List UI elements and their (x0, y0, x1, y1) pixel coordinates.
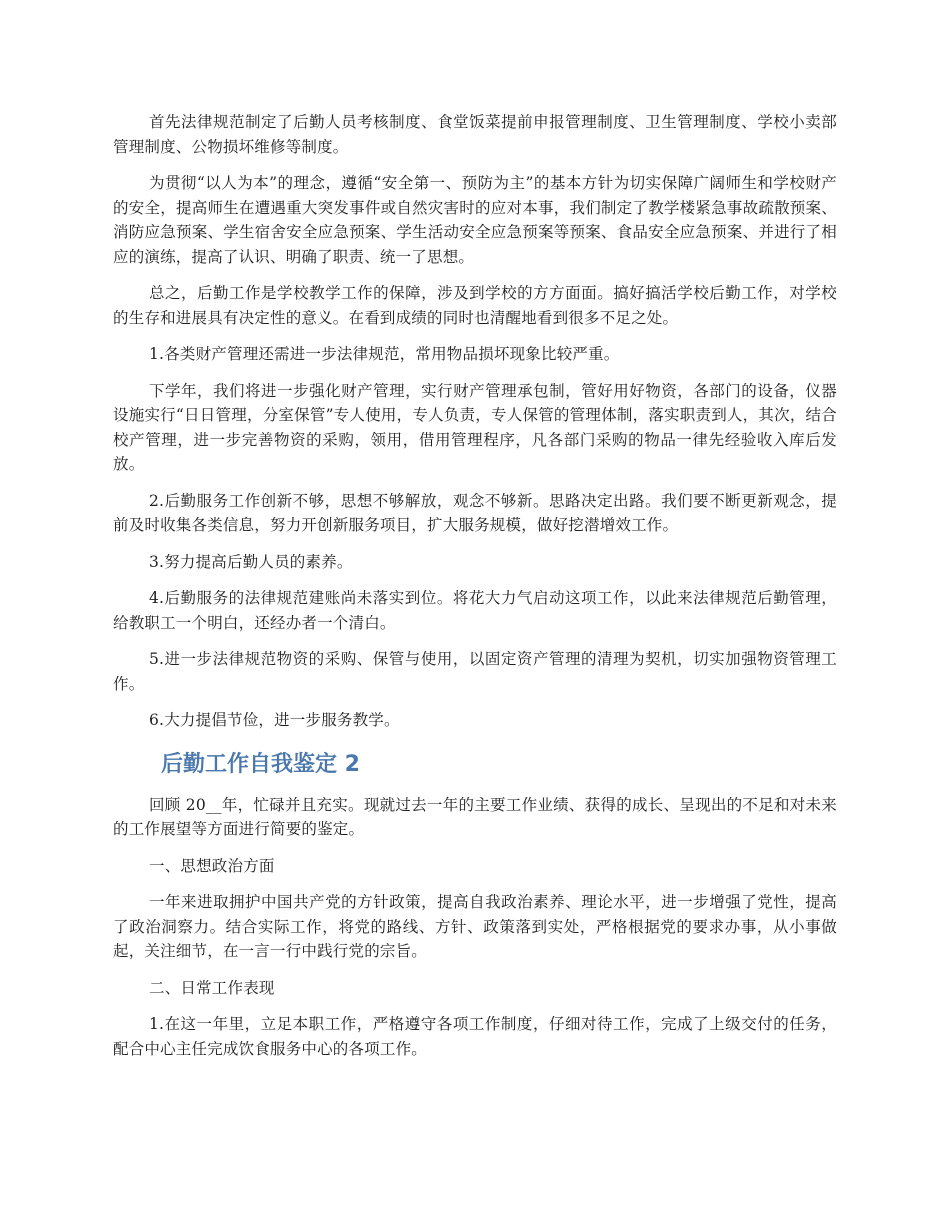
section-heading: 后勤工作自我鉴定 2 (161, 751, 360, 777)
subheading: 一、思想政治方面 (149, 856, 275, 875)
paragraph: 一年来进取拥护中国共产党的方针政策，提高自我政治素养、理论水平，进一步增强了党性，提高了政治洞察力。结合实际工作，将党的路线、方针、政策落到实处，严格根据党的要求办事，从小事做起，关注细节，在一言一行中践行党的宗旨。 (113, 893, 837, 960)
list-item: 6.大力提倡节俭，进一步服务教学。 (149, 711, 400, 729)
list-item: 1.各类财产管理还需进一步法律规范，常用物品损坏现象比较严重。 (149, 345, 620, 363)
subheading: 二、日常工作表现 (149, 978, 275, 997)
paragraph: 下学年，我们将进一步强化财产管理，实行财产管理承包制，管好用好物资，各部门的设备，仪器设施实行“日日管理，分室保管”专人使用，专人负责，专人保管的管理体制，落实职责到人，其次，结合校产管理，进一步完善物资的采购，领用，借用管理程序，凡各部门采购的物品一律先经验收入库后发放。 (113, 381, 837, 473)
document-page (113, 110, 837, 1061)
paragraph: 为贯彻“以人为本”的理念，遵循“安全第一、预防为主”的基本方针为切实保障广阔师生和学校财产的安全，提高师生在遭遇重大突发事件或自然灾害时的应对本事，我们制定了教学楼紧急事故疏散预案、消防应急预案、学生宿舍安全应急预案、学生活动安全应急预案等预案、食品安全应急预案、并进行了相应的演练，提高了认识、明确了职责、统一了思想。 (113, 174, 837, 266)
paragraph: 回顾 20__年，忙碌并且充实。现就过去一年的主要工作业绩、获得的成长、呈现出的不足和对未来的工作展望等方面进行简要的鉴定。 (113, 795, 837, 838)
list-item: 3.努力提高后勤人员的素养。 (149, 552, 353, 571)
list-item: 1.在这一年里，立足本职工作，严格遵守各项工作制度，仔细对待工作，完成了上级交付的任务，配合中心主任完成饮食服务中心的各项工作。 (113, 1015, 837, 1058)
list-item: 4.后勤服务的法律规范建账尚未落实到位。将花大力气启动这项工作，以此来法律规范后勤管理，给教职工一个明白，还经办者一个清白。 (113, 589, 837, 632)
paragraph: 总之，后勤工作是学校教学工作的保障，涉及到学校的方方面面。搞好搞活学校后勤工作，对学校的生存和进展具有决定性的意义。在看到成绩的同时也清醒地看到很多不足之处。 (113, 284, 837, 327)
paragraph: 首先法律规范制定了后勤人员考核制度、食堂饭菜提前申报管理制度、卫生管理制度、学校小卖部管理制度、公物损坏维修等制度。 (113, 113, 837, 156)
list-item: 2.后勤服务工作创新不够，思想不够解放，观念不够新。思路决定出路。我们要不断更新观念，提前及时收集各类信息，努力开创新服务项目，扩大服务规模，做好挖潜增效工作。 (113, 491, 837, 534)
list-item: 5.进一步法律规范物资的采购、保管与使用，以固定资产管理的清理为契机，切实加强物资管理工作。 (113, 650, 837, 693)
